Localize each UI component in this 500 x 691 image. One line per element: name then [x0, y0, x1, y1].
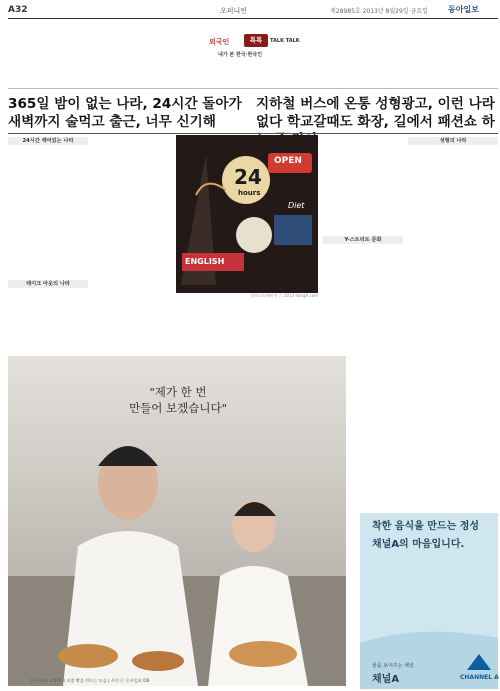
ad-headline-1: 착한 음식을 만드는 정성: [372, 521, 480, 532]
section-title: 오피니언: [220, 7, 248, 15]
right-headline: 지하철 버스에 온통 성형광고, 이런 나라 없다 학교갈때도 화장, 길에서 패션쇼 하: [256, 96, 495, 130]
body-col-3a: [176, 300, 242, 350]
badge-foreigner: 외국인: [209, 38, 230, 46]
ad-logo-text: CHANNEL A: [460, 674, 499, 681]
badge-highlight: 톡톡: [244, 34, 268, 47]
ad-headline-2: 채널A의 마음입니다.: [372, 539, 465, 550]
body-col-r2: [408, 147, 498, 352]
header-rule: [8, 18, 498, 19]
page-number: A32: [8, 5, 28, 15]
body-col-1b: [8, 290, 88, 350]
intro-right: [305, 24, 498, 84]
issue-date: 제28985호 2013년 8월29일 금요일: [330, 8, 428, 15]
body-col-r1: [323, 137, 403, 352]
ad-body: [372, 558, 488, 633]
body-col-3b: [248, 300, 318, 350]
body-col-1a: [8, 147, 88, 277]
photo-caption: 한국 카페 공방에서 직접 빵을 만드는 모습 | 사진 ⓒ 동아일보 DB: [30, 678, 150, 683]
label-english: ENGLISH: [185, 257, 225, 266]
label-hours: hours: [238, 189, 261, 197]
body-col-r3: [355, 356, 498, 506]
illustration-24-hours: [176, 135, 318, 293]
subhead-ystreet: Y-스트리트 문화: [323, 236, 403, 244]
intro-left: [8, 24, 203, 84]
badge-talk-talk: TALK TALK: [270, 38, 300, 44]
left-headline: 365일 밤이 없는 나라, 24시간 돌아가 새벽까지 술먹고 출근, 너무 신기해: [8, 96, 242, 130]
ad-brand-name: 채널A: [372, 674, 400, 685]
newspaper-logo: 동아일보: [448, 4, 479, 14]
channel-a-logo: [460, 652, 499, 681]
badge-subtitle: 내가 본 한국·한국인: [218, 52, 263, 58]
open-sign: OPEN: [274, 156, 302, 166]
illustration-caption: 일러스트레이션 ⓒ 2013 dongA.com: [250, 293, 318, 298]
ad-tagline: 꿈을 보여주는 채널: [372, 663, 414, 669]
quote-line-2: 만들어 보겠습니다": [129, 401, 227, 415]
channel-a-icon: [464, 652, 494, 672]
label-diet: Diet: [288, 201, 305, 210]
headline-rule: [8, 133, 498, 134]
subhead-surgery: 성형의 나라: [408, 137, 498, 145]
body-col-2: [92, 137, 172, 350]
subhead-takeout: 테이크 아웃의 나라: [8, 280, 88, 288]
photo-quote: [88, 384, 268, 416]
subhead-24h: 24시간 깨어있는 나라: [8, 137, 88, 145]
label-24: 24: [234, 165, 262, 189]
intro-divider: [8, 88, 498, 89]
quote-line-1: "제가 한 번: [149, 385, 207, 399]
